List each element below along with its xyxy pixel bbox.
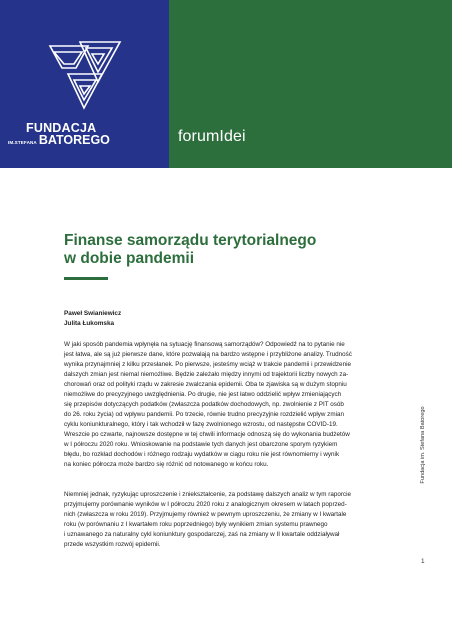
author-name: Julita Łukomska xyxy=(64,319,115,327)
text-line: Niemniej jednak, ryzykując uproszczenie i zniekształcenie, za podstawę dalszych analiz w tym raporcie xyxy=(64,491,351,498)
text-line: wynika przynajmniej z kilku przesłanek. Po pierwsze, jesteśmy wciąż w trakcie pandemii i przewidzenie xyxy=(64,361,351,368)
logo-text-stefana: IM.STEFANA xyxy=(8,140,37,145)
header-banner xyxy=(0,0,452,168)
sidebar-vertical-text xyxy=(418,390,428,500)
logo-text-fundacja: FUNDACJA xyxy=(26,121,97,135)
text-line: dalszych zmian jest niemal niemożliwe. Będzie zależało między innymi od trajektorii liczby nowych za- xyxy=(64,371,349,378)
text-line: nich (zwłaszcza w roku 2019). Przyjmujemy również w pewnym uproszczeniu, że zmiany w I kwartale xyxy=(64,511,347,518)
authors xyxy=(64,309,121,328)
text-line: błędu, bo rozkład dochodów i różnego rodzaju wydatków w ciągu roku nie jest równomierny i wynik xyxy=(64,451,340,458)
text-line: roku (w porównaniu z I kwartałem roku poprzedniego) były wynikiem zmian systemu prawnego xyxy=(64,521,328,528)
text-line: Wreszcie po czwarte, najnowsze dostępne w tej chwili informacje odnoszą się do wykonania budżetów xyxy=(64,431,350,438)
text-line: na koniec półrocza może bardzo się różnić od notowanego w końcu roku. xyxy=(64,461,269,468)
author-name: Paweł Swianiewicz xyxy=(64,310,122,317)
text-line: jest łatwa, ale są już pierwsze dane, które pozwalają na bardzo wstępne i przybliżone analizy. Trudność xyxy=(64,351,352,358)
text-line: do 26. roku życia) od wpływu pandemii. Po trzecie, równie trudno precyzyjnie rozdzielić wpływ zmian xyxy=(64,411,344,418)
logo-text-batorego: BATOREGO xyxy=(38,133,110,147)
text-line: przyjmujemy porównanie wyników w I półroczu 2020 roku z analogicznym okresem w latach poprzed- xyxy=(64,501,347,508)
text-line: niemożliwe do precyzyjnego uwzględnienia. Po drugie, nie jest łatwo oddzielić wpływ zmieniających xyxy=(64,391,342,398)
text-line: chorowań oraz od polityki rządu w zakresie zwalczania epidemii. Oba te zjawiska są w dużym stopniu xyxy=(64,381,347,388)
series-panel xyxy=(169,0,452,168)
title-line-2: w dobie pandemii xyxy=(64,250,195,267)
title-line-1: Finanse samorządu terytorialnego xyxy=(64,232,317,249)
text-line: przede wszystkim rozwój epidemii. xyxy=(64,541,161,548)
title-underline xyxy=(64,277,108,280)
page-number: 1 xyxy=(421,558,425,565)
body-paragraph-1 xyxy=(64,340,390,470)
body-paragraph-2 xyxy=(64,490,390,550)
foundation-logo-icon xyxy=(40,38,130,118)
logo-text-row xyxy=(8,134,110,146)
text-line: się przepisów dotyczących podatków (zwłaszcza podatków dochodowych, np. zwolnienie z PIT osób xyxy=(64,401,344,408)
sidebar-foundation-name: Fundacja im. Stefana Batorego xyxy=(420,406,426,484)
text-line: i uznawanego za naturalny cykl koniunktury gospodarczej, zaś na zmiany w II kwartale oddziaływał xyxy=(64,531,340,538)
text-line: w I półroczu 2020 roku. Wnioskowanie na podstawie tych danych jest obarczone sporym ryzykiem xyxy=(64,441,338,448)
document-title xyxy=(64,232,394,268)
series-name: forumIdei xyxy=(178,128,246,145)
foundation-panel xyxy=(0,0,169,168)
text-line: cyklu koniunkturalnego, który i tak wchodził w fazę zwolnionego wzrostu, od następstw COVID-19. xyxy=(64,421,338,428)
text-line: W jaki sposób pandemia wpłynęła na sytuację finansową samorządów? Odpowiedź na to pytanie nie xyxy=(64,341,345,348)
